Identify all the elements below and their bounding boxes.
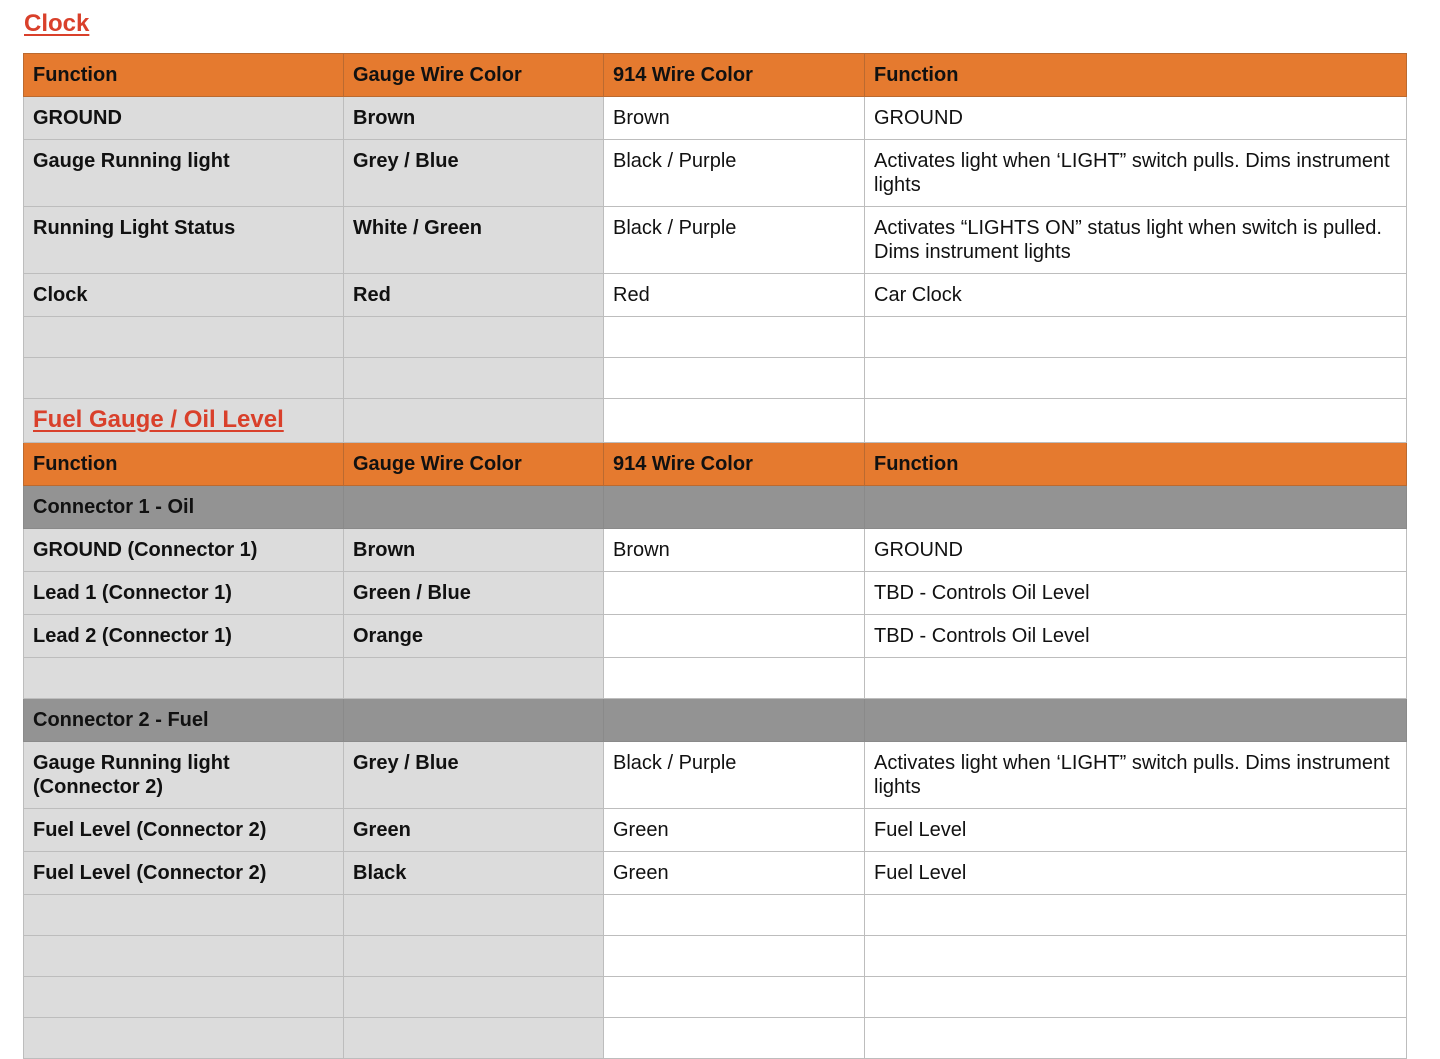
table-cell bbox=[604, 936, 865, 977]
table-cell: Activates light when ‘LIGHT” switch pulls. Dims instrument lights bbox=[865, 742, 1407, 809]
table-cell: Activates light when ‘LIGHT” switch pulls. Dims instrument lights bbox=[865, 140, 1407, 207]
clock-header-row bbox=[24, 54, 1407, 97]
table-cell: Clock bbox=[24, 274, 344, 317]
table-cell: Lead 2 (Connector 1) bbox=[24, 615, 344, 658]
table-cell: Fuel Level bbox=[865, 852, 1407, 895]
table-cell bbox=[865, 977, 1407, 1018]
fuel-section-title: Fuel Gauge / Oil Level bbox=[33, 406, 284, 433]
table-row bbox=[24, 572, 1407, 615]
table-cell bbox=[604, 977, 865, 1018]
table-cell bbox=[344, 1018, 604, 1059]
header-cell: Gauge Wire Color bbox=[344, 443, 604, 486]
table-cell: Brown bbox=[344, 529, 604, 572]
table-cell: Lead 1 (Connector 1) bbox=[24, 572, 344, 615]
table-cell: Fuel Level (Connector 2) bbox=[24, 809, 344, 852]
table-row bbox=[24, 140, 1407, 207]
table-cell: Green bbox=[344, 809, 604, 852]
table-cell: Fuel Level (Connector 2) bbox=[24, 852, 344, 895]
header-cell: 914 Wire Color bbox=[604, 443, 865, 486]
table-cell: Brown bbox=[604, 97, 865, 140]
table-cell bbox=[344, 658, 604, 699]
table-row bbox=[24, 852, 1407, 895]
table-cell: Green bbox=[604, 809, 865, 852]
table-cell: GROUND (Connector 1) bbox=[24, 529, 344, 572]
table-cell: GROUND bbox=[865, 97, 1407, 140]
table-cell: GROUND bbox=[865, 529, 1407, 572]
table-cell: Orange bbox=[344, 615, 604, 658]
table-cell bbox=[24, 1018, 344, 1059]
table-cell: Fuel Level bbox=[865, 809, 1407, 852]
table-cell bbox=[24, 936, 344, 977]
table-row bbox=[24, 358, 1407, 399]
wiring-table bbox=[23, 53, 1407, 1059]
table-cell: Gauge Running light bbox=[24, 140, 344, 207]
table-cell: Grey / Blue bbox=[344, 140, 604, 207]
table-cell bbox=[865, 699, 1407, 742]
table-cell bbox=[865, 895, 1407, 936]
table-row bbox=[24, 809, 1407, 852]
table-cell bbox=[604, 486, 865, 529]
table-cell: Red bbox=[604, 274, 865, 317]
table-cell bbox=[865, 1018, 1407, 1059]
table-cell bbox=[24, 317, 344, 358]
table-cell: Red bbox=[344, 274, 604, 317]
table-cell bbox=[604, 317, 865, 358]
header-cell: 914 Wire Color bbox=[604, 54, 865, 97]
table-cell: Brown bbox=[344, 97, 604, 140]
table-cell bbox=[865, 658, 1407, 699]
table-cell bbox=[24, 977, 344, 1018]
table-cell: Grey / Blue bbox=[344, 742, 604, 809]
table-cell bbox=[344, 399, 604, 443]
table-cell bbox=[604, 699, 865, 742]
table-cell: TBD - Controls Oil Level bbox=[865, 615, 1407, 658]
table-cell bbox=[604, 615, 865, 658]
table-row bbox=[24, 977, 1407, 1018]
table-row bbox=[24, 895, 1407, 936]
table-row bbox=[24, 1018, 1407, 1059]
table-cell bbox=[604, 895, 865, 936]
table-cell bbox=[865, 317, 1407, 358]
header-cell: Function bbox=[865, 443, 1407, 486]
connector-label: Connector 1 - Oil bbox=[24, 486, 344, 529]
header-cell: Function bbox=[24, 54, 344, 97]
table-cell bbox=[24, 658, 344, 699]
table-cell: Running Light Status bbox=[24, 207, 344, 274]
table-cell bbox=[604, 658, 865, 699]
table-cell bbox=[344, 486, 604, 529]
table-cell: Black bbox=[344, 852, 604, 895]
table-cell bbox=[865, 486, 1407, 529]
table-cell: TBD - Controls Oil Level bbox=[865, 572, 1407, 615]
table-cell: Black / Purple bbox=[604, 742, 865, 809]
table-cell bbox=[604, 399, 865, 443]
header-cell: Function bbox=[865, 54, 1407, 97]
table-cell: GROUND bbox=[24, 97, 344, 140]
connector-group-row bbox=[24, 486, 1407, 529]
connector-label: Connector 2 - Fuel bbox=[24, 699, 344, 742]
table-cell bbox=[344, 358, 604, 399]
table-row bbox=[24, 936, 1407, 977]
table-cell bbox=[344, 699, 604, 742]
table-cell bbox=[865, 399, 1407, 443]
table-cell bbox=[344, 895, 604, 936]
table-cell bbox=[344, 977, 604, 1018]
table-row bbox=[24, 97, 1407, 140]
table-cell: Black / Purple bbox=[604, 140, 865, 207]
table-cell: Brown bbox=[604, 529, 865, 572]
table-row bbox=[24, 274, 1407, 317]
table-cell: Activates “LIGHTS ON” status light when switch is pulled. Dims instrument lights bbox=[865, 207, 1407, 274]
table-cell: Green bbox=[604, 852, 865, 895]
table-cell bbox=[344, 936, 604, 977]
table-row bbox=[24, 658, 1407, 699]
table-cell: Green / Blue bbox=[344, 572, 604, 615]
header-cell: Function bbox=[24, 443, 344, 486]
table-cell bbox=[865, 358, 1407, 399]
table-cell bbox=[344, 317, 604, 358]
table-row bbox=[24, 615, 1407, 658]
table-cell: Black / Purple bbox=[604, 207, 865, 274]
table-cell bbox=[24, 895, 344, 936]
fuel-header-row bbox=[24, 443, 1407, 486]
table-cell: White / Green bbox=[344, 207, 604, 274]
table-row bbox=[24, 529, 1407, 572]
table-cell bbox=[865, 936, 1407, 977]
table-cell bbox=[604, 572, 865, 615]
table-cell bbox=[604, 1018, 865, 1059]
connector-group-row bbox=[24, 699, 1407, 742]
table-cell: Car Clock bbox=[865, 274, 1407, 317]
table-cell bbox=[24, 399, 344, 443]
clock-section-title: Clock bbox=[24, 10, 90, 37]
table-cell bbox=[604, 358, 865, 399]
table-row bbox=[24, 742, 1407, 809]
header-cell: Gauge Wire Color bbox=[344, 54, 604, 97]
table-cell: Gauge Running light (Connector 2) bbox=[24, 742, 344, 809]
table-cell bbox=[24, 358, 344, 399]
table-row bbox=[24, 207, 1407, 274]
section-title-row bbox=[24, 399, 1407, 443]
table-row bbox=[24, 317, 1407, 358]
